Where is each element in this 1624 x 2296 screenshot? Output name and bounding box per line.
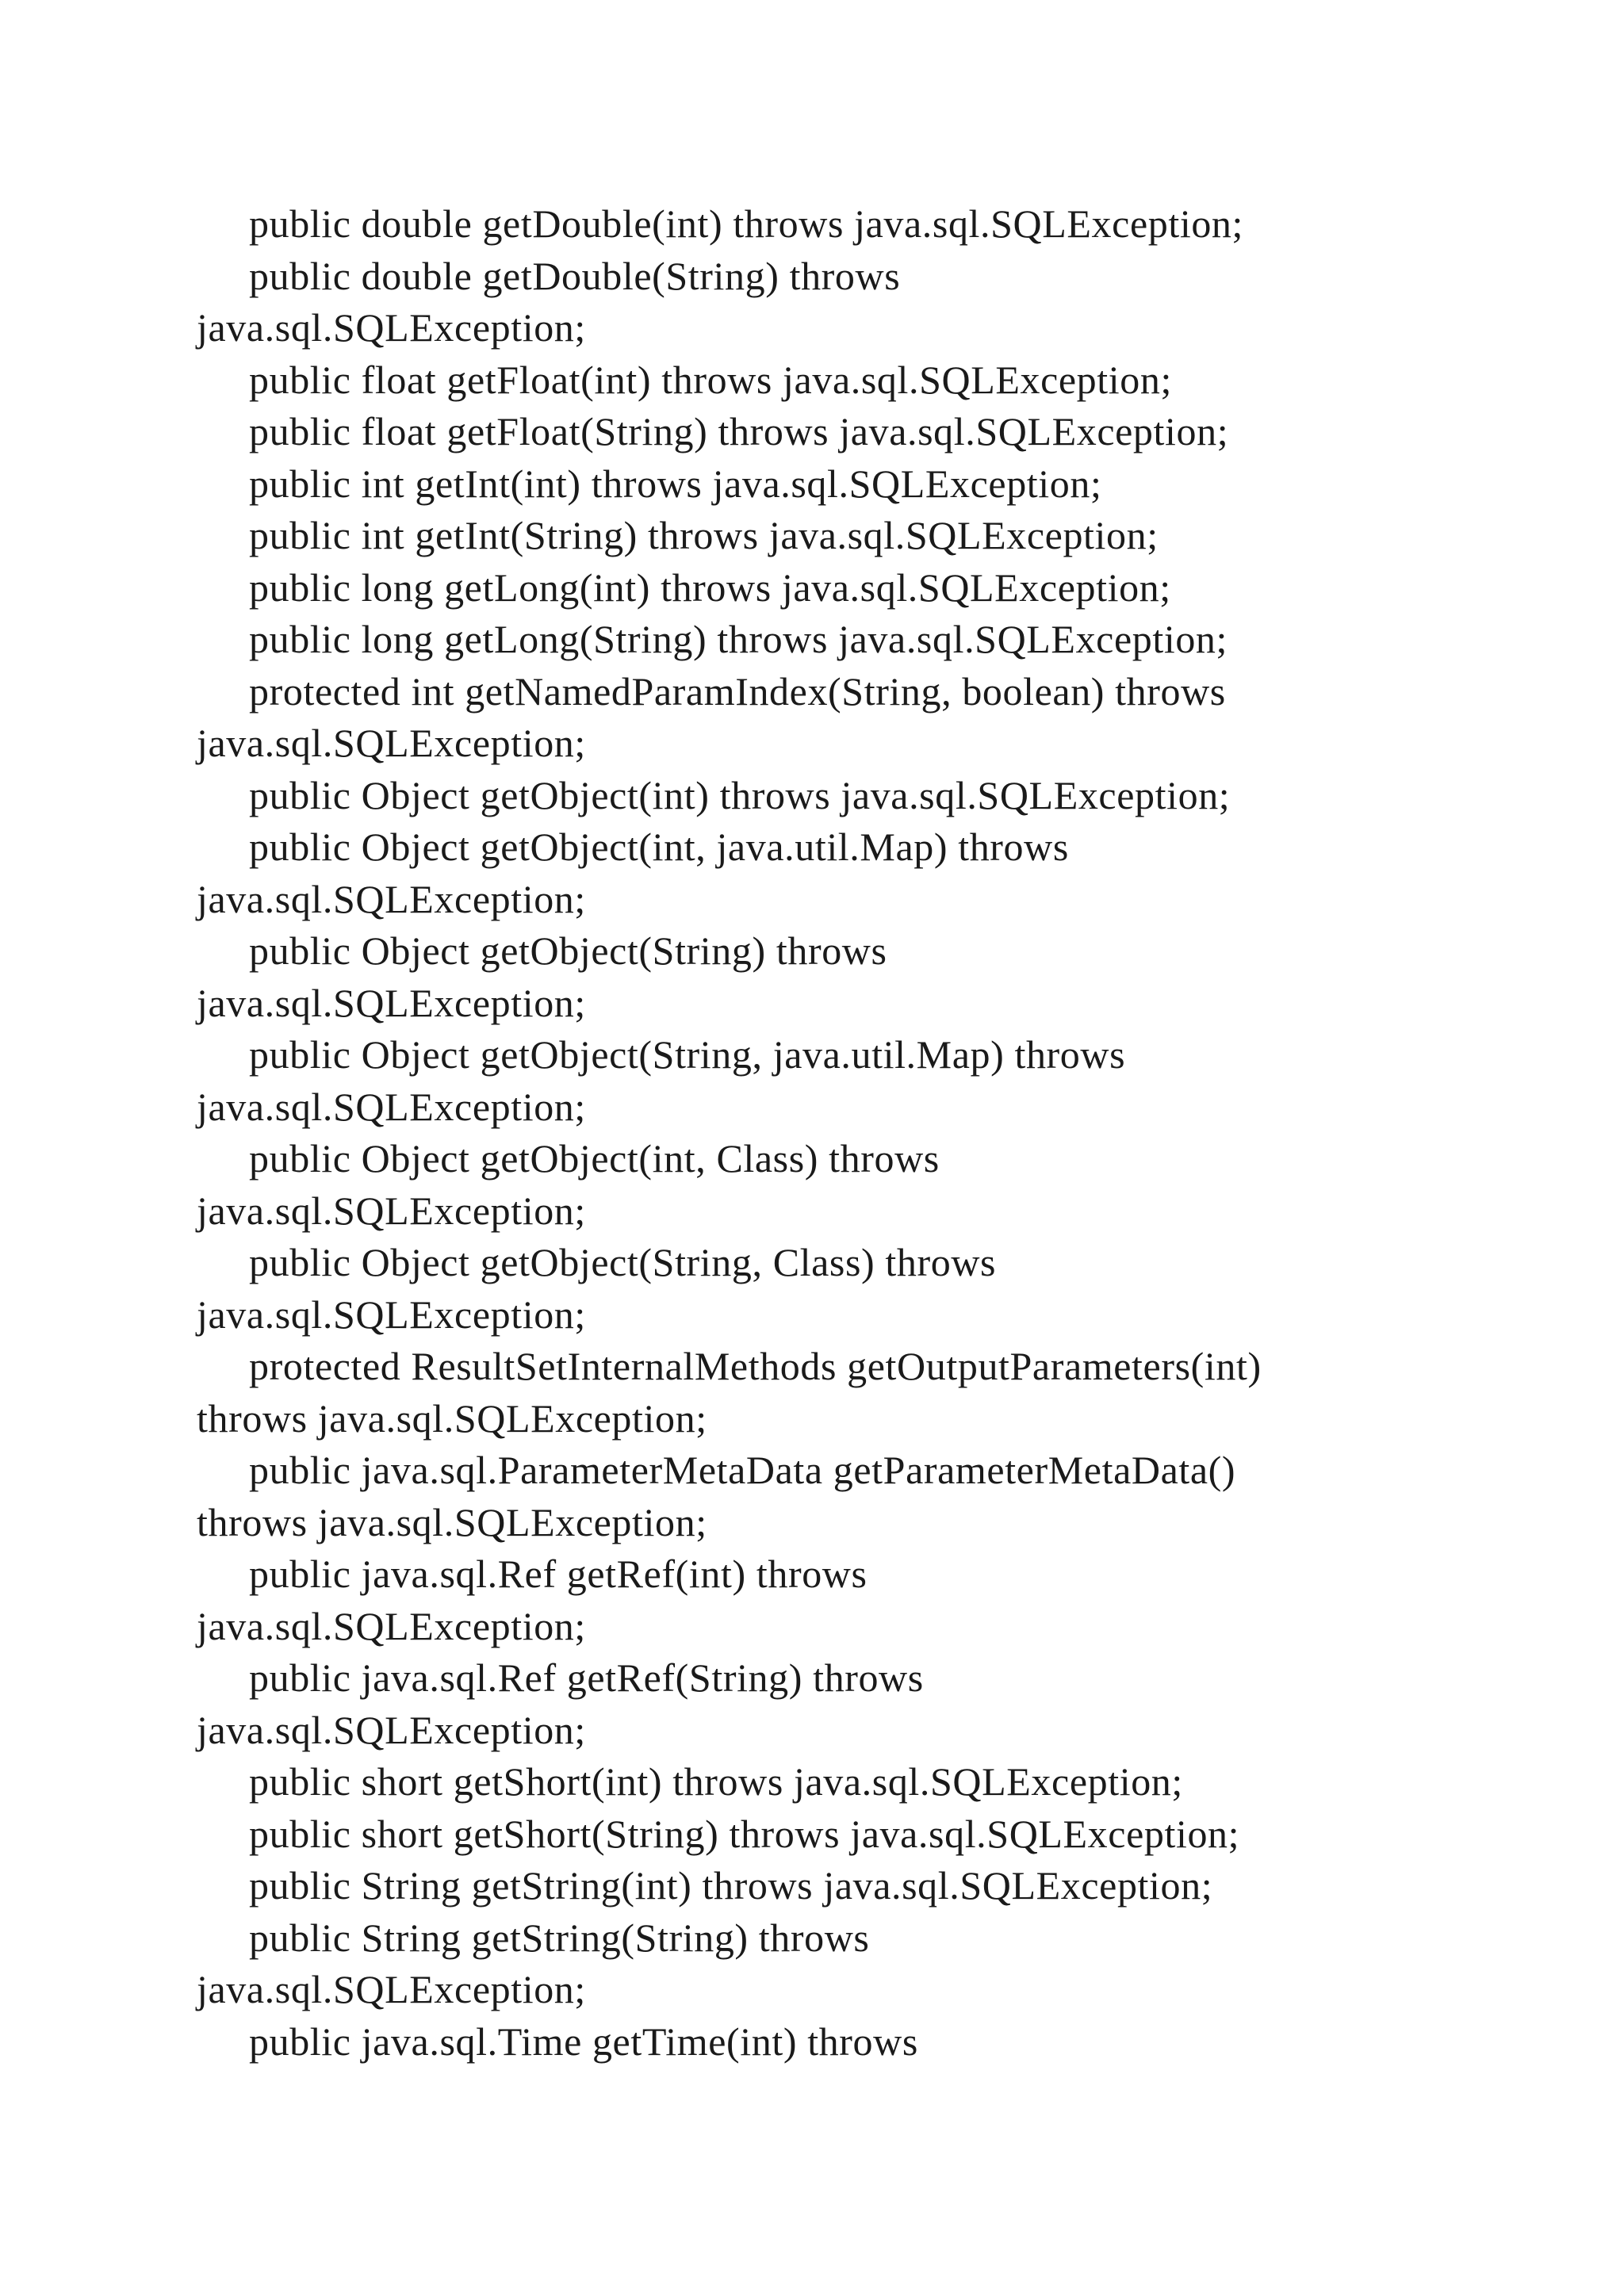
document-body	[197, 198, 1481, 2068]
text-line: java.sql.SQLException;	[197, 1967, 586, 2011]
text-line: java.sql.SQLException;	[197, 1707, 586, 1752]
text-line: java.sql.SQLException;	[197, 876, 586, 921]
text-line: java.sql.SQLException;	[197, 1292, 586, 1337]
text-line: public String getString(String) throws	[249, 1915, 870, 1960]
text-line: java.sql.SQLException;	[197, 980, 586, 1025]
text-line: public java.sql.Time getTime(int) throws	[249, 2019, 918, 2064]
text-line: public Object getObject(String, Class) throws	[249, 1240, 997, 1284]
text-line: java.sql.SQLException;	[197, 721, 586, 765]
text-line: public Object getObject(int, Class) throws	[249, 1136, 940, 1181]
text-line: public float getFloat(String) throws java.sql.SQLException;	[249, 409, 1229, 453]
text-line: public long getLong(int) throws java.sql.SQLException;	[249, 564, 1171, 610]
text-line: public Object getObject(String) throws	[249, 928, 887, 973]
text-line: public double getDouble(String) throws	[249, 253, 901, 298]
text-line: java.sql.SQLException;	[197, 305, 586, 350]
text-line: throws java.sql.SQLException;	[197, 1499, 707, 1544]
text-line: protected int getNamedParamIndex(String, boolean) throws	[249, 668, 1226, 714]
text-line: public long getLong(String) throws java.sql.SQLException;	[249, 617, 1228, 661]
text-line: public Object getObject(int) throws java.sql.SQLException;	[249, 772, 1231, 817]
text-line: public java.sql.Ref getRef(int) throws	[249, 1552, 868, 1596]
text-line: public Object getObject(int, java.util.Map) throws	[249, 825, 1069, 869]
text-line: public float getFloat(int) throws java.sql.SQLException;	[249, 357, 1172, 402]
text-line: public int getInt(int) throws java.sql.SQLException;	[249, 461, 1102, 506]
text-line: java.sql.SQLException;	[197, 1084, 586, 1129]
text-line: java.sql.SQLException;	[197, 1188, 586, 1233]
text-line: public String getString(int) throws java.sql.SQLException;	[249, 1863, 1213, 1908]
text-line: public short getShort(String) throws java.sql.SQLException;	[249, 1811, 1240, 1856]
text-line: public short getShort(int) throws java.sql.SQLException;	[249, 1759, 1183, 1804]
text-line: public double getDouble(int) throws java.sql.SQLException;	[249, 201, 1244, 246]
text-line: public int getInt(String) throws java.sql.SQLException;	[249, 513, 1159, 557]
text-line: public java.sql.Ref getRef(String) throws	[249, 1655, 924, 1700]
text-line: java.sql.SQLException;	[197, 1603, 586, 1648]
text-line: public Object getObject(String, java.util.Map) throws	[249, 1032, 1126, 1077]
text-line: throws java.sql.SQLException;	[197, 1395, 707, 1441]
text-line: public java.sql.ParameterMetaData getParameterMetaData()	[249, 1448, 1236, 1492]
text-line: protected ResultSetInternalMethods getOutputParameters(int)	[249, 1344, 1262, 1388]
